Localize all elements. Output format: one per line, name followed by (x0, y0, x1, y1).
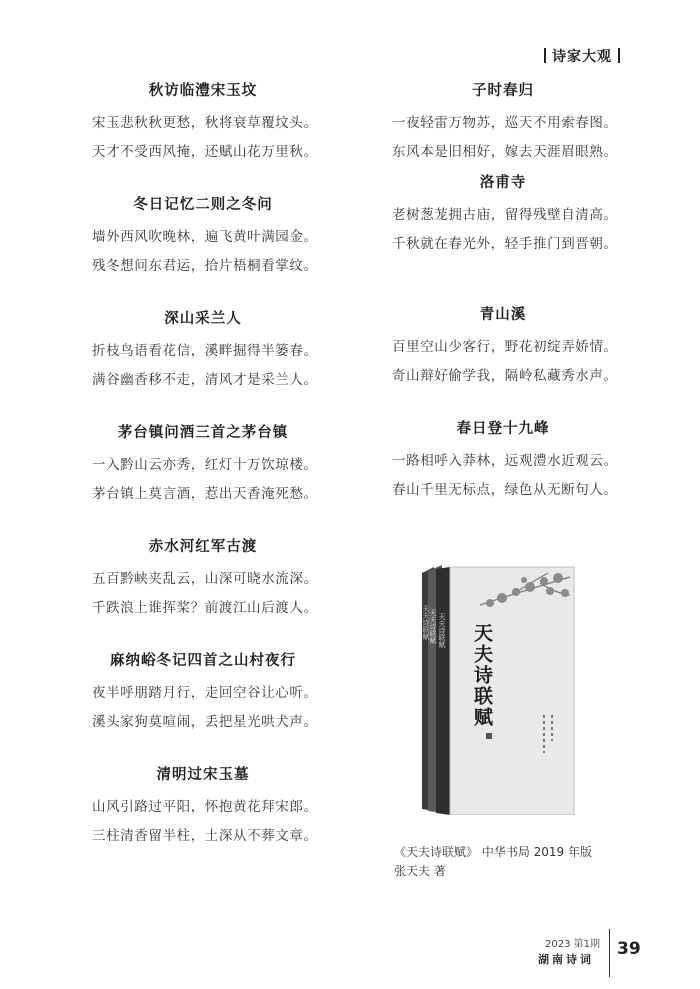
book-illustration (420, 565, 576, 815)
spine-label: 天夫诗联赋 (438, 613, 446, 648)
poem (92, 650, 318, 737)
spine-label: 天夫诗联赋 (422, 605, 430, 640)
divider-bar (544, 48, 546, 63)
poem-title: 洛甫寺 (479, 174, 527, 191)
poem-line: 茅台镇上莫言酒，惹出天香淹死愁。 (92, 486, 318, 502)
poem (92, 422, 318, 509)
poem-line: 残冬想问东君运，拾片梧桐看掌纹。 (92, 258, 318, 274)
poem-title: 赤水河红军古渡 (148, 538, 258, 555)
poem (92, 308, 318, 395)
poem-line: 山风引路过平阳，怀抱黄花拜宋郎。 (92, 799, 318, 815)
poem-line: 一夜轻雷万物苏，巡天不用索春图。 (392, 115, 618, 131)
book-front-cover (450, 567, 574, 815)
poem (92, 764, 318, 851)
poem (392, 418, 618, 505)
book-caption (394, 843, 592, 881)
poem-title: 青山溪 (479, 306, 527, 323)
magazine-name: 湖南诗词 (538, 953, 594, 966)
poem (92, 80, 318, 167)
cover-title: 天夫诗联赋 (471, 623, 493, 728)
poem-title: 麻纳峪冬记四首之山村夜行 (110, 652, 296, 669)
section-title: 诗家大观 (552, 49, 612, 65)
poem-line: 五百黔峡夹乱云，山深可晓水流深。 (92, 571, 318, 587)
poem-title: 秋访临澧宋玉坟 (148, 82, 258, 99)
poem-line: 折枝鸟语看花信，溪畔掘得半篓春。 (92, 343, 318, 359)
poem-line: 满谷幽香移不走，清风才是采兰人。 (92, 372, 318, 388)
right-poem-column (392, 80, 618, 505)
page-footer (0, 929, 700, 989)
caption-line: 张天夫 著 (394, 864, 446, 878)
poem-line: 老树葱茏拥古庙，留得残壁自清高。 (392, 207, 618, 223)
poem (392, 304, 618, 391)
poem-title: 茅台镇问酒三首之茅台镇 (117, 424, 289, 441)
poem-line: 奇山辩好偷学我，隔岭私藏秀水声。 (392, 368, 618, 384)
seal-stamp (486, 733, 492, 739)
poem-line: 百里空山少客行，野花初绽弄娇情。 (392, 339, 618, 355)
poem-title: 清明过宋玉墓 (156, 766, 250, 783)
poem (92, 194, 318, 281)
issue-label: 2023 第1期 (545, 939, 600, 950)
spine-label: 天夫诗联赋 (429, 609, 437, 644)
poem-title: 深山采兰人 (164, 310, 242, 327)
poem (392, 172, 618, 259)
poem-title: 春日登十九峰 (456, 420, 550, 437)
poem-line: 千秋就在春光外，轻手推门到晋朝。 (392, 236, 618, 252)
book-spine-front (436, 567, 450, 815)
poem-line: 春山千里无标点，绿色从无断句人。 (392, 482, 618, 498)
poem-line: 三柱清香留半柱，土深从不葬文章。 (92, 828, 318, 844)
poem-line: 一入黔山云亦秀，红灯十万饮琼楼。 (92, 457, 318, 473)
poem-line: 夜半呼朋踏月行，走回空谷让心听。 (92, 685, 318, 701)
footer-divider (609, 929, 610, 977)
left-poem-column (92, 80, 318, 851)
poem-line: 东风本是旧相好，嫁去天涯眉眼熟。 (392, 144, 618, 160)
section-header (538, 46, 626, 66)
divider-bar (618, 48, 620, 63)
poem-line: 宋玉悲秋秋更愁，秋将衰草覆坟头。 (92, 115, 318, 131)
poem-line: 天才不受西风掩，还赋山花万里秋。 (92, 144, 318, 160)
poem-line: 溪头家狗莫喧闹，丢把星光哄犬声。 (92, 714, 318, 730)
poem-line: 千跌浪上谁挥桨？前渡江山后渡人。 (92, 600, 318, 616)
poem (392, 80, 618, 167)
poem-line: 墙外西风吹晚林，遍飞黄叶满园金。 (92, 229, 318, 245)
poem (92, 536, 318, 623)
poem-line: 一路相呼入莽林，远观澧水近观云。 (392, 453, 618, 469)
page-number: 39 (617, 939, 641, 959)
book-cover-image (420, 565, 576, 815)
poem-title: 子时春归 (472, 82, 534, 99)
caption-line: 《天夫诗联赋》 中华书局 2019 年版 (394, 845, 592, 859)
poem-title: 冬日记忆二则之冬问 (133, 196, 273, 213)
